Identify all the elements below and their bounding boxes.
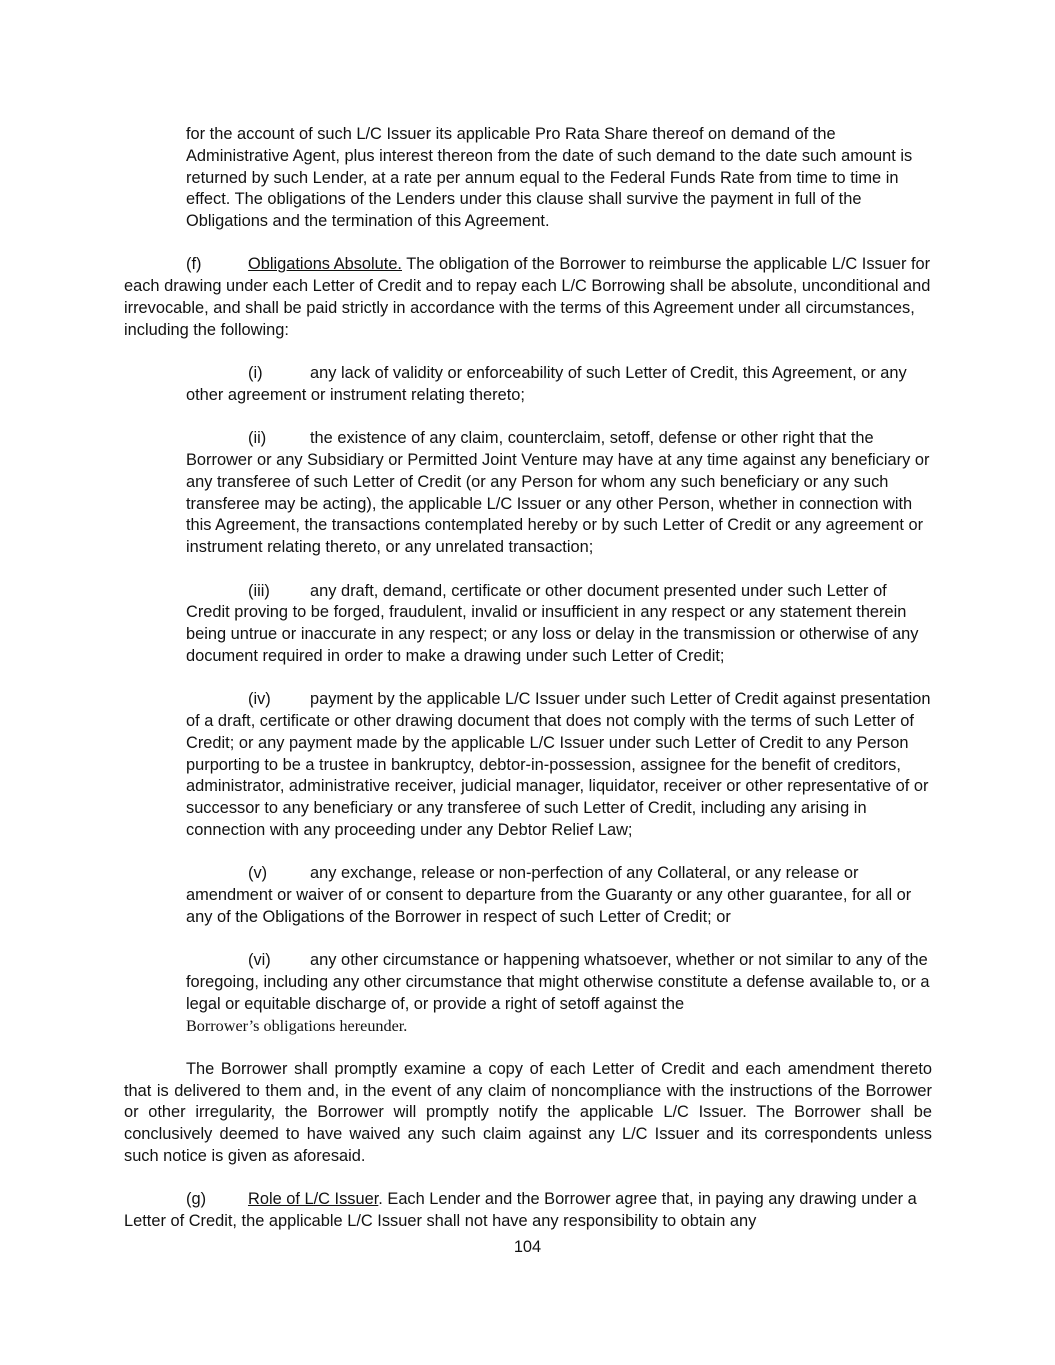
section-g-label: (g) [186, 1190, 207, 1209]
section-f-paragraph [124, 254, 932, 341]
item-iii [186, 581, 932, 668]
section-f-label: (f) [186, 255, 202, 274]
continuation-paragraph: for the account of such L/C Issuer its applicable Pro Rata Share thereof on demand of the Administrative Agent, plus interest thereon from the date of such demand to the date such amount is returned by such Lender, at a rate per annum equal to the Federal Funds Rate from time to time in effect. The obligations of the Lenders under this clause shall survive the payment in full of the Obligations and the termination of this Agreement. [186, 125, 913, 231]
item-ii-label: (ii) [248, 429, 267, 448]
item-iv-text: payment by the applicable L/C Issuer under such Letter of Credit against presentation of a draft, certificate or other drawing document that does not comply with the terms of such Letter of Credit; or any payment made by the applicable L/C Issuer under such Letter of Credit to any Person purporting to be a trustee in bankruptcy, debtor-in-possession, assignee for the benefit of creditors, administrator, administrative receiver, judicial manager, liquidator, receiver or other representative of or successor to any beneficiary or any transferee of such Letter of Credit, including any arising in connection with any proceeding under any Debtor Relief Law; [186, 690, 931, 840]
item-i-label: (i) [248, 364, 263, 383]
item-iv [186, 689, 932, 842]
examine-paragraph: The Borrower shall promptly examine a copy of each Letter of Credit and each amendment thereto that is delivered to them and, in the event of any claim of noncompliance with the instructions of the Borrower or other irregularity, the Borrower will promptly notify the applicable L/C Issuer. The Borrower shall be conclusively deemed to have waived any such claim against any L/C Issuer and its correspondents unless such notice is given as aforesaid. [124, 1059, 932, 1166]
item-iv-label: (iv) [248, 690, 271, 709]
item-iii-label: (iii) [248, 581, 270, 600]
page-number: 104 [513, 1238, 542, 1256]
item-i [186, 363, 932, 407]
item-ii-text: the existence of any claim, counterclaim, setoff, defense or other right that the Borrower or any Subsidiary or Permitted Joint Venture may have at any time against any beneficiary or any transferee of such Letter of Credit (or any Person for whom any such beneficiary or any such transferee may be acting), the applicable L/C Issuer or any other Person, whether in connection with this Agreement, the transactions contemplated hereby or by such Letter of Credit or any agreement or instrument relating thereto, or any unrelated transaction; [186, 429, 930, 557]
item-vi-text: any other circumstance or happening whatsoever, whether or not similar to any of the foregoing, including any other circumstance that might otherwise constitute a defense available to, or a legal or equitable discharge of, or provide a right of setoff against the [186, 951, 930, 1013]
section-g-paragraph [124, 1189, 932, 1233]
section-g-heading: Role of L/C Issuer [248, 1190, 379, 1209]
item-v-label: (v) [248, 864, 268, 883]
item-iii-text: any draft, demand, certificate or other document presented under such Letter of Credit proving to be forged, fraudulent, invalid or insufficient in any respect or any statement therein being untrue or inaccurate in any respect; or any loss or delay in the transmission or otherwise of any document required in order to make a drawing under such Letter of Credit; [186, 581, 919, 665]
section-f-text: The obligation of the Borrower to reimburse the applicable L/C Issuer for each drawing under each Letter of Credit and to repay each L/C Borrowing shall be absolute, unconditional and irrevocable, and shall be paid strictly in accordance with the terms of this Agreement under all circumstances, including the following: [124, 255, 931, 339]
item-vi [186, 950, 932, 1037]
item-ii [186, 428, 932, 559]
section-f-heading: Obligations Absolute. [248, 255, 402, 274]
item-v-text: any exchange, release or non-perfection of any Collateral, or any release or amendment or waiver of or consent to departure from the Guaranty or any other guarantee, for all or any of the Obligations of the Borrower in respect of such Letter of Credit; or [186, 864, 912, 926]
item-i-text: any lack of validity or enforceability of such Letter of Credit, this Agreement, or any other agreement or instrument relating thereto; [186, 364, 907, 404]
section-g-text: . Each Lender and the Borrower agree that, in paying any drawing under a Letter of Credit, the applicable L/C Issuer shall not have any responsibility to obtain any [124, 1190, 917, 1231]
item-v [186, 863, 932, 928]
item-vi-tail: Borrower’s obligations hereunder. [186, 1016, 408, 1035]
document-page [124, 124, 932, 1233]
item-vi-label: (vi) [248, 951, 271, 970]
